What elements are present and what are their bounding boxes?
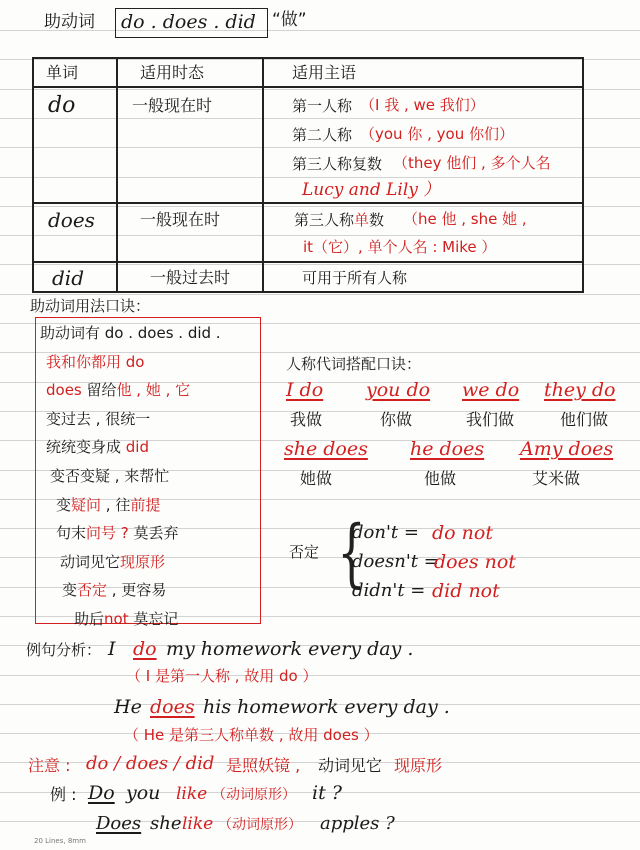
rhyme-line-part: 变否变疑 , 来帮忙 [50, 467, 170, 485]
question2-note: （动词原形） [218, 817, 302, 833]
row-did-word: did [52, 266, 85, 290]
ruled-line [0, 264, 640, 265]
rhyme-line [62, 583, 166, 598]
row-did-tense: 一般过去时 [150, 268, 231, 287]
ruled-line [0, 89, 640, 90]
pronoun-heading: 人称代词搭配口诀： [286, 355, 422, 373]
pronoun-en: they do [544, 379, 616, 401]
example2-subject: He [114, 696, 142, 718]
rhyme-line-part: 句末 [56, 524, 87, 543]
pronoun-en: Amy does [520, 438, 614, 460]
brace-icon: { [337, 510, 366, 596]
rhyme-line-part: 变 [56, 495, 72, 514]
rhyme-line-part: 问号 ? [86, 524, 129, 543]
rhyme-line-part: , 更容易 [107, 581, 167, 600]
table-header-tense: 适用时态 [140, 63, 205, 82]
rhyme-line [60, 552, 166, 571]
rhyme-line-part: 变 [62, 581, 78, 600]
ruled-line [0, 206, 640, 207]
rhyme-line-part: 现原形 [120, 552, 166, 571]
rhyme-line-part: 统统变身成 [46, 438, 122, 457]
example2-aux: does [150, 696, 195, 718]
pronoun-cn: 你做 [380, 410, 413, 429]
rhyme-line-part: not [104, 610, 129, 628]
rhyme-line-part: did [121, 438, 149, 457]
pronoun-cn: 我们做 [466, 410, 515, 429]
negation-full: did not [432, 580, 500, 602]
rhyme-line [74, 612, 178, 627]
rhyme-line [40, 326, 221, 341]
question2-subject: she [150, 813, 182, 834]
pronoun-cn: 他们做 [560, 410, 609, 429]
negation-label: 否定 [289, 543, 320, 561]
row-did-subject: 可用于所有人称 [302, 269, 408, 287]
rhyme-line-part: 留给 [81, 381, 117, 400]
negation-full: does not [434, 551, 516, 573]
rhyme-line [50, 469, 169, 484]
question1-verb: like [176, 784, 208, 804]
negation-short: didn't = [352, 580, 426, 601]
example2-rest: his homework every day . [203, 696, 450, 718]
ruled-line [0, 294, 640, 295]
row-do-line1-red: （I 我 , we 我们） [360, 96, 485, 114]
row-does-line2-red: it（它）, 单个人名 : Mike ） [303, 238, 497, 256]
row-does-word: does [48, 208, 95, 232]
rhyme-line-part: does [46, 381, 82, 400]
rhyme-line-part: 我和你都用 [46, 352, 122, 371]
note-aux: do / does / did [86, 753, 215, 774]
rhyme-line-part: 助后 [74, 610, 105, 628]
note-mirror: 是照妖镜 , [226, 756, 301, 775]
rhyme-heading: 助动词用法口诀： [30, 297, 151, 315]
example1-subject: I [108, 638, 116, 660]
ruled-line [0, 147, 640, 148]
row-do-line3-black: 第三人称复数 [292, 155, 383, 173]
rhyme-line-part: 莫丢弃 [128, 524, 179, 543]
rhyme-line [46, 383, 190, 398]
rhyme-line [56, 526, 179, 541]
pronoun-cn: 艾米做 [532, 469, 581, 488]
negation-short: don't = [352, 522, 419, 543]
pronoun-en: you do [366, 379, 431, 401]
pronoun-cn: 他做 [424, 469, 457, 488]
example2-note: （ He 是第三人称单数 , 故用 does ） [124, 726, 379, 744]
example-label: 例句分析： [26, 641, 102, 659]
question2-end: apples ? [320, 813, 395, 834]
rhyme-line-part: 助动词有 do . does . did . [40, 324, 221, 342]
pronoun-en: we do [462, 379, 520, 401]
rhyme-line [56, 495, 161, 514]
question2-verb: like [182, 814, 214, 834]
pronoun-cn: 我做 [290, 410, 323, 429]
question1-subject: you [126, 782, 161, 804]
title-meaning: “做” [272, 10, 307, 30]
rhyme-line-part: 疑问 [71, 495, 102, 514]
question-label: 例 : [50, 785, 77, 804]
row-do-line4-red: Lucy and Lily ） [302, 180, 441, 200]
rhyme-line-part: , 往 [101, 495, 131, 514]
question1-aux: Do [88, 782, 115, 804]
pronoun-en: he does [410, 438, 485, 460]
pronoun-en: she does [284, 438, 368, 460]
ruled-line [0, 675, 640, 676]
question1-note: （动词原形） [212, 787, 296, 803]
ruled-line [0, 118, 640, 119]
ruled-line [0, 235, 640, 236]
question1-end: it ? [312, 782, 342, 804]
rhyme-line-part: 他 , 她 , 它 [116, 381, 191, 400]
rhyme-line [46, 409, 151, 428]
row-do-tense: 一般现在时 [132, 96, 213, 115]
rhyme-line-part: 动词见它 [60, 552, 121, 571]
rhyme-line-part: 莫忘记 [128, 610, 179, 628]
title-words: do . does . did [121, 11, 256, 33]
question2-aux: Does [96, 813, 142, 834]
row-does-tense: 一般现在时 [140, 210, 221, 229]
row-do-line3-red: （they 他们 , 多个人名 [393, 154, 551, 172]
row-does-line1-black: 第三人称单数 [294, 211, 385, 229]
negation-short: doesn't = [352, 551, 439, 572]
negation-full: do not [432, 522, 493, 544]
example1-rest: my homework every day . [166, 638, 414, 660]
row-do-line2-black: 第二人称 [292, 126, 353, 144]
row-do-line1-black: 第一人称 [292, 97, 353, 115]
rhyme-line-part: do [121, 352, 145, 371]
note-label: 注意 : [28, 756, 71, 775]
table-header-subject: 适用主语 [292, 63, 357, 82]
ruled-line [0, 177, 640, 178]
table-header-word: 单词 [46, 63, 79, 82]
footer-label: 20 Lines, 8mm [34, 837, 86, 845]
title-label: 助动词 [44, 12, 95, 32]
rhyme-line-part: 否定 [77, 581, 108, 600]
ruled-line [0, 30, 640, 31]
rhyme-line [46, 352, 145, 371]
rhyme-line-part: 变过去 , 很统一 [46, 409, 151, 428]
pronoun-en: I do [286, 379, 324, 401]
rhyme-line-part: 前提 [130, 495, 161, 514]
pronoun-cn: 她做 [300, 469, 333, 488]
ruled-line [0, 59, 640, 60]
rhyme-line [46, 440, 149, 455]
row-do-word: do [48, 93, 76, 118]
example1-note: （ I 是第一人称 , 故用 do ） [126, 667, 318, 685]
row-do-line2-red: （you 你 , you 你们） [360, 125, 514, 143]
note-tail-black: 动词见它 [318, 756, 383, 775]
example1-aux: do [133, 638, 157, 660]
note-tail-red: 现原形 [394, 756, 443, 775]
row-does-line1-red: （he 他 , she 她 , [403, 210, 527, 228]
